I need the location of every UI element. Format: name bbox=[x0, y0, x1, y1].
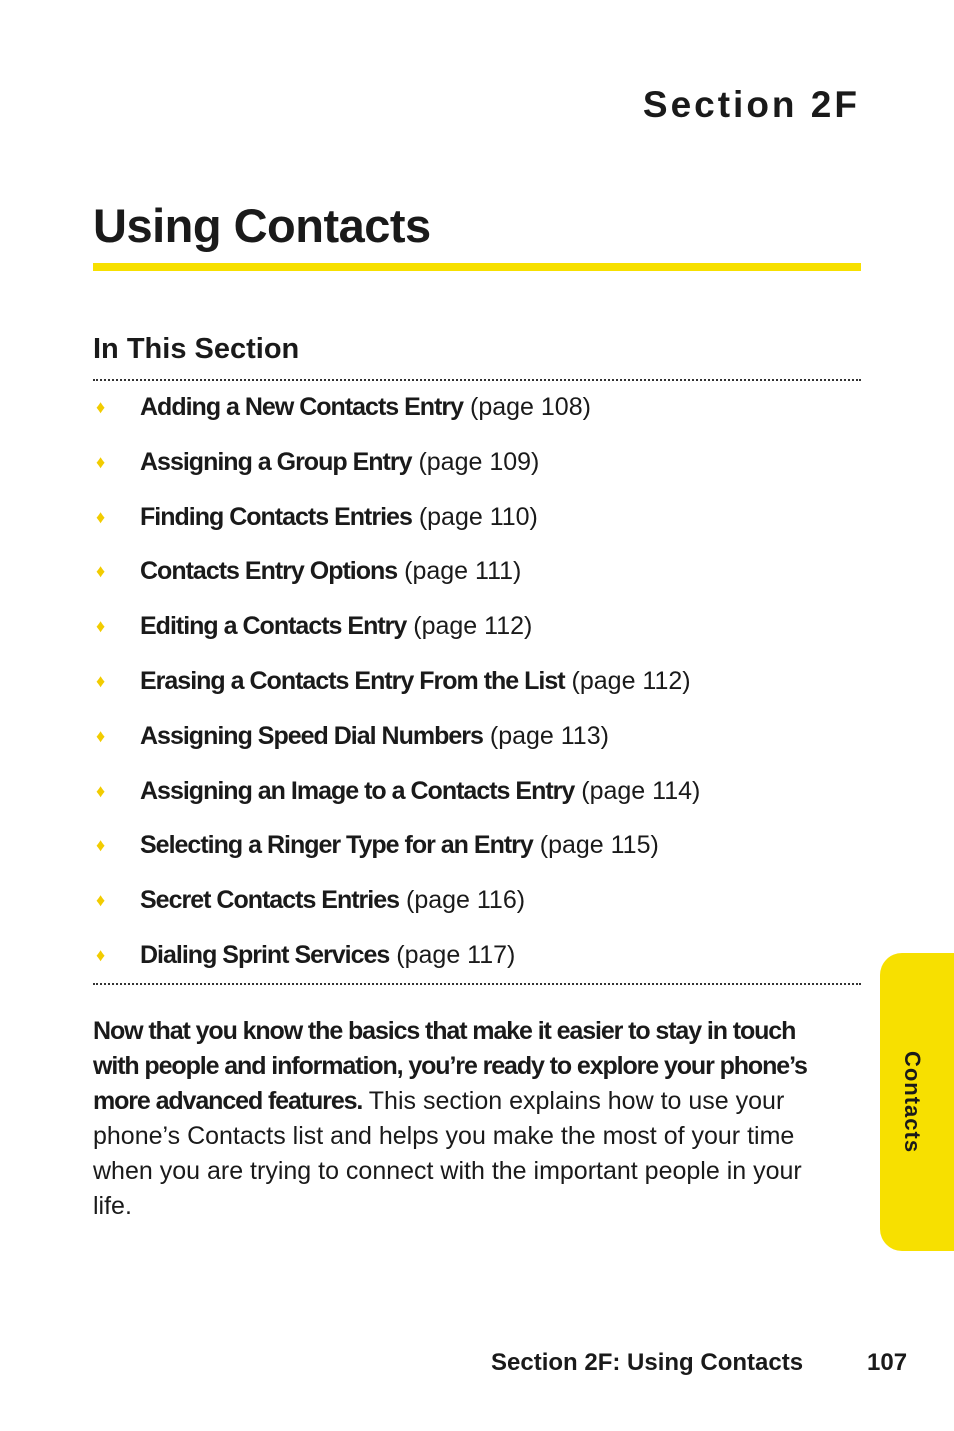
footer-section-title: Section 2F: Using Contacts bbox=[491, 1349, 804, 1376]
list-item-title: Dialing Sprint Services bbox=[140, 940, 390, 969]
diamond-bullet-icon: ♦ bbox=[96, 561, 106, 582]
list-item[interactable] bbox=[93, 881, 861, 936]
list-item-text bbox=[140, 662, 691, 700]
diamond-bullet-icon: ♦ bbox=[96, 725, 106, 746]
list-item-page-ref: (page 109) bbox=[418, 447, 540, 476]
diamond-bullet-icon: ♦ bbox=[96, 451, 106, 472]
list-item-text bbox=[140, 881, 525, 919]
list-item-page-ref: (page 114) bbox=[581, 776, 701, 805]
list-item-page-ref: (page 111) bbox=[404, 557, 522, 586]
list-item-text bbox=[140, 936, 515, 974]
diamond-bullet-icon: ♦ bbox=[96, 506, 106, 527]
diamond-bullet-icon: ♦ bbox=[96, 397, 106, 417]
list-item-text bbox=[140, 443, 539, 481]
section-label: Section 2F bbox=[642, 84, 860, 125]
list-item-page-ref: (page 115) bbox=[539, 831, 659, 860]
list-item-page-ref: (page 110) bbox=[418, 502, 538, 531]
list-item-title: Assigning Speed Dial Numbers bbox=[140, 721, 483, 750]
title-underline-rule bbox=[93, 263, 861, 271]
list-item-title: Editing a Contacts Entry bbox=[140, 612, 407, 641]
intro-paragraph bbox=[93, 1014, 813, 1224]
list-item-title: Selecting a Ringer Type for an Entry bbox=[140, 831, 533, 860]
list-item-page-ref: (page 112) bbox=[571, 666, 691, 695]
list-item-text bbox=[140, 607, 532, 645]
list-item-title: Finding Contacts Entries bbox=[140, 502, 412, 531]
diamond-bullet-icon: ♦ bbox=[96, 780, 106, 801]
list-item-page-ref: (page 117) bbox=[396, 940, 516, 969]
list-item-title: Assigning a Group Entry bbox=[140, 447, 412, 476]
intro-bold-text: Now that you know the basics that make it easier to stay in touch with people and information, you’re ready to explore your phone’s more advanced features. bbox=[93, 1017, 807, 1115]
list-item[interactable] bbox=[93, 388, 861, 443]
list-item-page-ref: (page 116) bbox=[406, 886, 526, 915]
dotted-divider-bottom bbox=[93, 983, 861, 985]
list-item-title: Erasing a Contacts Entry From the List bbox=[140, 666, 565, 695]
list-item[interactable] bbox=[93, 826, 861, 881]
list-item[interactable] bbox=[93, 607, 861, 662]
list-item-page-ref: (page 108) bbox=[470, 393, 591, 421]
list-item-page-ref: (page 113) bbox=[489, 721, 609, 750]
page-title: Using Contacts bbox=[93, 199, 431, 252]
list-item-page-ref: (page 112) bbox=[413, 612, 533, 641]
intro-body-text: This section explains how to use your phone’s Contacts list and helps you make the most of your time when you are trying to connect with the important people in your life. bbox=[93, 1087, 802, 1220]
list-item-text bbox=[140, 388, 591, 426]
list-item[interactable] bbox=[93, 443, 861, 498]
diamond-bullet-icon: ♦ bbox=[96, 670, 106, 691]
list-item[interactable] bbox=[93, 498, 861, 553]
section-contents-list bbox=[93, 388, 861, 991]
list-item-text bbox=[140, 498, 538, 536]
list-item[interactable] bbox=[93, 662, 861, 717]
list-item[interactable] bbox=[93, 717, 861, 772]
diamond-bullet-icon: ♦ bbox=[96, 616, 106, 637]
list-item-title: Contacts Entry Options bbox=[140, 557, 398, 586]
diamond-bullet-icon: ♦ bbox=[96, 835, 106, 856]
side-tab-label: Contacts bbox=[900, 1050, 925, 1154]
list-item-text bbox=[140, 552, 521, 590]
list-item-text bbox=[140, 826, 659, 864]
dotted-divider-top bbox=[93, 379, 861, 381]
list-item-title: Adding a New Contacts Entry bbox=[140, 393, 464, 421]
list-item-text bbox=[140, 772, 700, 810]
list-item[interactable] bbox=[93, 552, 861, 607]
list-item-text bbox=[140, 717, 609, 755]
diamond-bullet-icon: ♦ bbox=[96, 890, 106, 911]
diamond-bullet-icon: ♦ bbox=[96, 944, 106, 965]
list-item-title: Assigning an Image to a Contacts Entry bbox=[140, 776, 575, 805]
list-item[interactable] bbox=[93, 772, 861, 827]
list-item-title: Secret Contacts Entries bbox=[140, 886, 400, 915]
footer-page-number: 107 bbox=[867, 1349, 908, 1376]
in-this-section-heading: In This Section bbox=[93, 333, 300, 365]
